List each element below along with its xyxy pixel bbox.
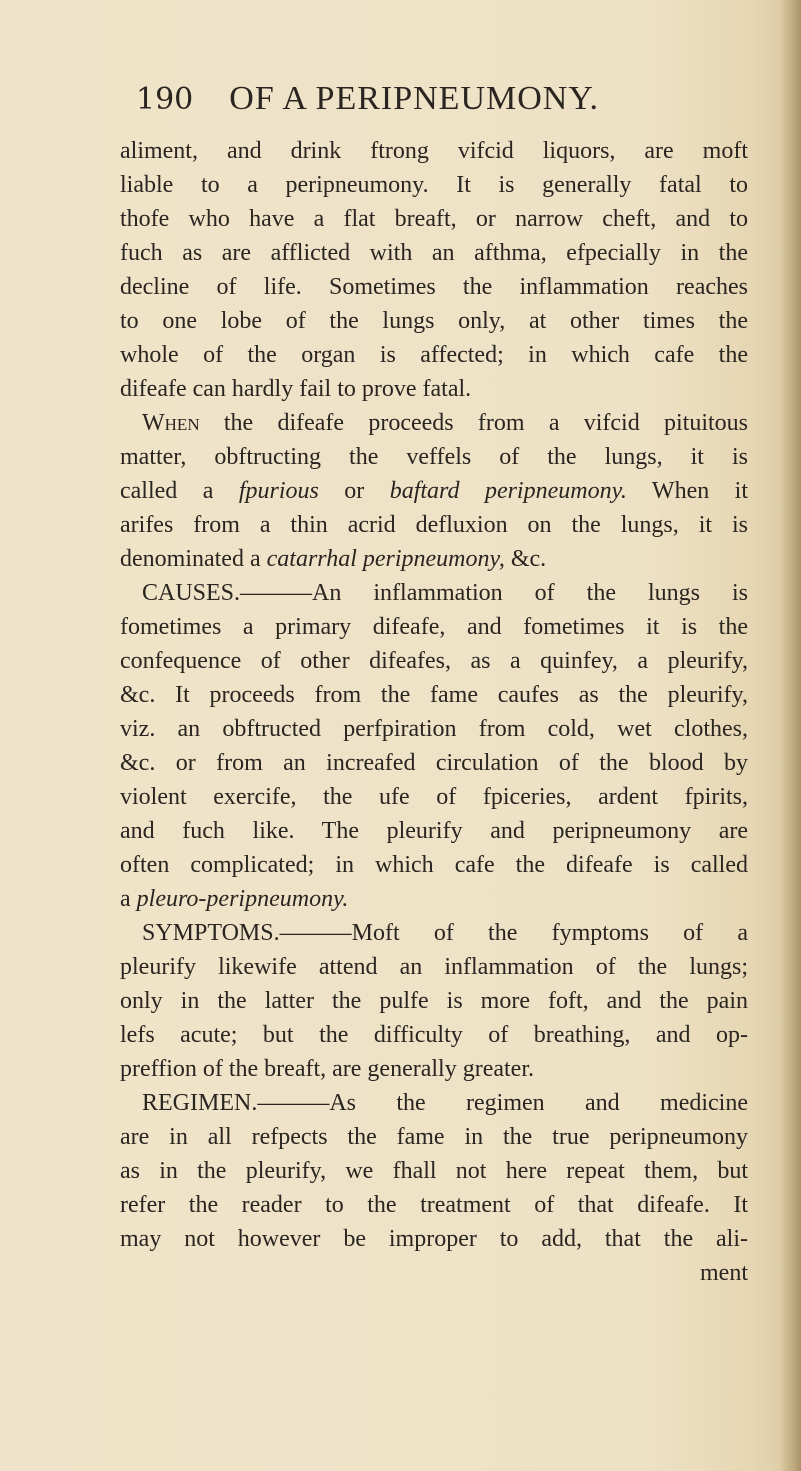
text-fragment: An inflammation of the lungs is bbox=[312, 580, 748, 606]
text-fragment: denominated a bbox=[120, 546, 267, 572]
text-line: &c. or from an increafed circulation of the blood by bbox=[120, 750, 748, 776]
text-line: fuch as are afflicted with an afthma, efpecially in the bbox=[120, 240, 748, 266]
italic-term: fpurious bbox=[238, 478, 319, 504]
em-dash: ——— bbox=[240, 580, 313, 606]
text-fragment: Moft of the fymptoms of a bbox=[351, 920, 748, 946]
paragraph-lead-word: When bbox=[142, 410, 200, 436]
section-opening-line bbox=[120, 576, 748, 610]
text-line: &c. It proceeds from the fame caufes as the pleurify, bbox=[120, 682, 748, 708]
italic-term: catarrhal peripneumony, bbox=[266, 546, 505, 572]
body-text bbox=[120, 134, 748, 1290]
page-edge-shadow bbox=[779, 0, 801, 1471]
section-opening-line bbox=[120, 916, 748, 950]
text-line: pleurify likewife attend an inflammation of the lungs; bbox=[120, 954, 748, 980]
text-fragment: When it bbox=[626, 478, 748, 504]
section-heading-causes: CAUSES. bbox=[142, 580, 241, 606]
text-fragment: &c. bbox=[504, 546, 547, 572]
text-line bbox=[120, 882, 748, 916]
text-line: difeafe can hardly fail to prove fatal. bbox=[120, 376, 472, 402]
text-fragment: a bbox=[120, 886, 137, 912]
page-header bbox=[136, 80, 599, 124]
text-line bbox=[120, 542, 748, 576]
page-number: 190 bbox=[136, 82, 194, 117]
text-line: thofe who have a flat breaft, or narrow cheft, and to bbox=[120, 206, 748, 232]
italic-term: baftard peripneumony. bbox=[389, 478, 627, 504]
text-line: are in all refpects the fame in the true peripneumony bbox=[120, 1124, 748, 1150]
text-line: and fuch like. The pleurify and peripneumony are bbox=[120, 818, 748, 844]
running-head: OF A PERIPNEUMONY. bbox=[229, 80, 600, 117]
text-line: refer the reader to the treatment of that difeafe. It bbox=[120, 1192, 748, 1218]
text-fragment: the difeafe proceeds from a vifcid pituitous bbox=[199, 410, 748, 436]
text-line: lefs acute; but the difficulty of breathing, and op- bbox=[120, 1022, 748, 1048]
text-line: preffion of the breaft, are generally greater. bbox=[120, 1056, 534, 1082]
text-line: aliment, and drink ftrong vifcid liquors, are moft bbox=[120, 138, 748, 164]
text-line: confequence of other difeafes, as a quinfey, a pleurify, bbox=[120, 648, 748, 674]
text-line: only in the latter the pulfe is more foft, and the pain bbox=[120, 988, 748, 1014]
text-line: whole of the organ is affected; in which cafe the bbox=[120, 342, 748, 368]
text-line: liable to a peripneumony. It is generally fatal to bbox=[120, 172, 748, 198]
text-fragment: called a bbox=[120, 478, 239, 504]
em-dash: ——— bbox=[257, 1090, 330, 1116]
paragraph-opening-line bbox=[120, 406, 748, 440]
text-line: often complicated; in which cafe the difeafe is called bbox=[120, 852, 748, 878]
text-line: to one lobe of the lungs only, at other times the bbox=[120, 308, 748, 334]
text-line: fometimes a primary difeafe, and fometimes it is the bbox=[120, 614, 748, 640]
text-line: as in the pleurify, we fhall not here repeat them, but bbox=[120, 1158, 748, 1184]
text-fragment: As the regimen and medicine bbox=[329, 1090, 748, 1116]
section-heading-regimen: REGIMEN. bbox=[142, 1090, 258, 1116]
text-line: viz. an obftructed perfpiration from cold, wet clothes, bbox=[120, 716, 748, 742]
text-line: decline of life. Sometimes the inflammation reaches bbox=[120, 274, 748, 300]
text-fragment: or bbox=[318, 478, 390, 504]
em-dash: ——— bbox=[279, 920, 352, 946]
italic-term: pleuro-peripneumony. bbox=[136, 886, 349, 912]
text-line bbox=[120, 474, 748, 508]
section-opening-line bbox=[120, 1086, 748, 1120]
text-line: matter, obftructing the veffels of the lungs, it is bbox=[120, 444, 748, 470]
catchword: ment bbox=[700, 1260, 748, 1286]
section-heading-symptoms: SYMPTOMS. bbox=[142, 920, 280, 946]
text-line: violent exercife, the ufe of fpiceries, ardent fpirits, bbox=[120, 784, 748, 810]
text-line: may not however be improper to add, that the ali- bbox=[120, 1226, 748, 1252]
text-line: arifes from a thin acrid defluxion on the lungs, it is bbox=[120, 512, 748, 538]
